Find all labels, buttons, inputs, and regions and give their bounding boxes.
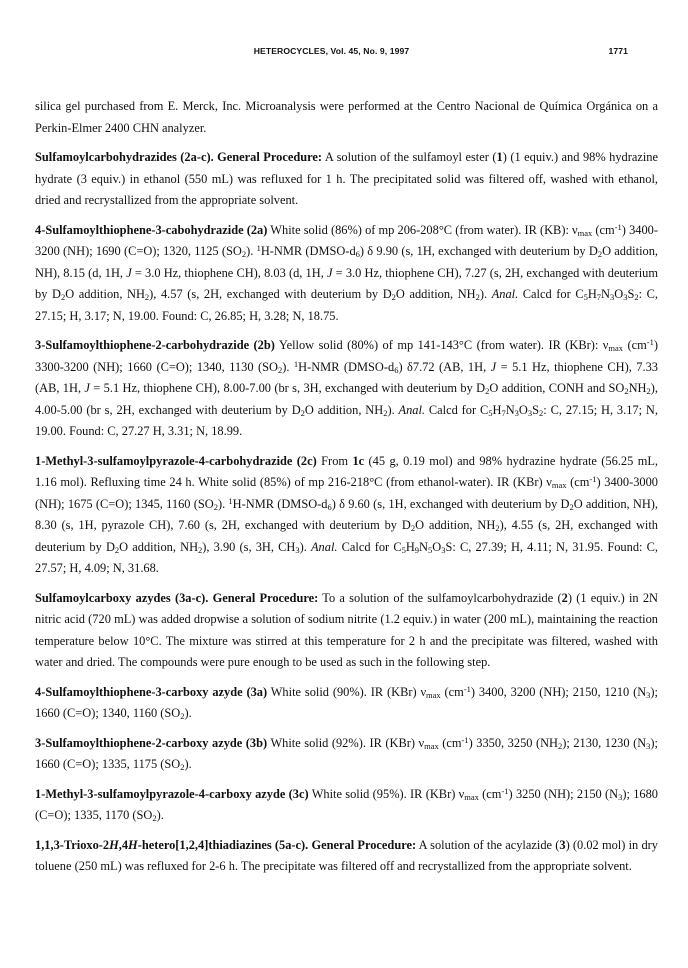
text-segment: = 3.0 Hz, thiophene CH), 8.03 (d, 1H,	[131, 265, 327, 280]
text-segment: Sulfamoylcarboxy azydes (3a-c). General Procedure:	[35, 590, 319, 605]
text-segment: -1	[589, 474, 597, 484]
text-segment: 9	[414, 544, 420, 555]
text-segment: max	[551, 480, 567, 490]
paragraph-compound-3b	[35, 733, 658, 776]
text-segment: 2	[152, 813, 157, 823]
paragraph-procedure-5a-c	[35, 835, 658, 878]
text-segment: O addition, NH	[119, 539, 199, 554]
text-segment: 2	[300, 407, 305, 418]
text-segment: O addition, NH	[304, 402, 384, 417]
text-segment: 1	[256, 243, 261, 253]
text-segment: ) (0.02 mol) in dry toluene (250 mL) was refluxed for 2-6 h. The precipitate was filtered off and recrystallized from the appropriate solvent.	[35, 837, 658, 873]
text-segment: H	[587, 287, 597, 301]
text-segment: ).	[299, 539, 311, 554]
text-segment: 2	[198, 544, 203, 555]
text-segment: 2	[180, 711, 185, 721]
text-segment: 2	[558, 740, 563, 751]
text-segment: 3	[618, 791, 623, 802]
text-segment: O addition, NH), 8.15 (d, 1H,	[35, 244, 658, 280]
text-segment: ) 3300-3200 (NH); 1660 (C=O); 1340, 1130 (SO	[35, 338, 659, 374]
text-segment: J	[490, 359, 497, 374]
text-segment: J	[84, 381, 90, 395]
text-segment: ), 4.55 (s, 2H, exchanged with deuterium by D	[35, 518, 659, 554]
text-segment: (cm	[438, 735, 462, 750]
text-segment: ) (1 equiv.) in 2N nitric acid (720 mL) was added dropwise a solution of sodium nitrite (1.2 equiv.) in water (200 mL), maintaining the reaction temperature below 10°C. The mixture was stirred at this temperature for 2 h and the precipitate was filtered, washed with water and dried. The compounds were pure enough to be used as such in the following step.	[35, 590, 658, 669]
text-segment: ).	[246, 244, 257, 258]
paragraph-procedure-3a-c	[35, 588, 658, 674]
text-segment: J	[326, 265, 333, 280]
text-segment: ), 3.90 (s, 3H, CH	[202, 539, 296, 554]
text-segment: 2	[383, 407, 388, 418]
text-segment: max	[426, 689, 441, 700]
text-segment: max	[608, 343, 624, 353]
text-segment: 2	[475, 292, 480, 302]
text-segment: O	[614, 287, 624, 301]
text-segment: (cm	[566, 475, 590, 489]
text-segment: 2	[634, 292, 639, 302]
text-segment: Anal.	[398, 402, 426, 417]
text-segment: ).	[387, 402, 399, 417]
page-number: 1771	[608, 46, 628, 56]
text-segment: O addition, CONH and SO	[489, 381, 625, 395]
text-segment: 2	[597, 249, 603, 259]
text-segment: H	[405, 539, 415, 554]
text-segment: 3-Sulfamoylthiophene-2-carbohydrazide (2b)	[35, 338, 275, 352]
text-segment: ), 4.57 (s, 2H, exchanged with deuterium by D	[149, 287, 392, 301]
text-segment: max	[577, 227, 593, 238]
text-segment: NH	[628, 381, 647, 395]
text-segment: 2	[569, 501, 574, 512]
text-segment: 1	[228, 495, 233, 506]
text-segment: O addition, NH	[395, 287, 476, 301]
text-segment: Calcd for C	[337, 539, 402, 554]
text-segment: -1	[501, 785, 509, 796]
text-segment: H-NMR (DMSO-d	[298, 359, 395, 374]
text-segment: ) δ 9.90 (s, 1H, exchanged with deuterium by D	[359, 244, 598, 258]
text-segment: Calcd for C	[425, 402, 489, 417]
text-segment: 3	[646, 740, 651, 751]
text-segment: 3	[514, 407, 519, 418]
text-segment: Anal.	[310, 539, 338, 554]
text-segment: 2	[144, 292, 150, 302]
text-segment: 3	[610, 292, 615, 302]
text-segment: 5	[428, 544, 433, 555]
text-segment: (cm	[592, 222, 615, 237]
text-segment: ); 1680 (C=O); 1335, 1170 (SO	[35, 786, 658, 822]
text-segment: silica gel purchased from E. Merck, Inc. Microanalysis were performed at the Centro Nacional de Química Orgánica on a Perkin-Elmer 2400 CHN analyzer.	[35, 99, 658, 135]
text-segment: 3	[295, 544, 300, 555]
text-segment: 5	[583, 292, 588, 302]
text-segment: 2	[241, 249, 247, 259]
text-segment: ); 2130, 1230 (N	[562, 735, 647, 750]
text-segment: ) 3350, 3250 (NH	[468, 735, 559, 750]
text-segment: 3	[559, 837, 566, 852]
text-segment: H-NMR (DMSO-d	[260, 244, 356, 258]
text-segment: From	[316, 453, 353, 468]
text-segment: 2	[646, 386, 651, 396]
text-segment: : C, 27.15; H, 3.17; N, 19.00. Found: C, 26.85; H, 3.28; N, 18.75.	[35, 287, 659, 323]
text-segment: 3-Sulfamoylthiophene-2-carboxy azyde (3b)	[35, 735, 268, 750]
text-segment: 1c	[352, 453, 365, 468]
text-segment: (45 g, 0.19 mol) and 98% hydrazine hydrate (56.25 mL, 1.16 mol). Refluxing time 24 h. White solid (85%) of mp 216-218°C (from ethanol-water). IR (KBr) ν	[35, 453, 659, 489]
text-segment: White solid (86%) of mp 206-208°C (from water). IR (KB): ν	[267, 222, 578, 237]
text-segment: (cm	[478, 786, 502, 801]
text-segment: max	[424, 740, 439, 751]
text-segment: O addition, NH	[415, 518, 496, 532]
text-segment: max	[464, 791, 479, 802]
text-segment: To a solution of the sulfamoylcarbohydrazide (	[318, 590, 562, 605]
text-segment: ).	[156, 808, 164, 822]
text-segment: N	[419, 539, 428, 554]
text-segment: 1-Methyl-3-sulfamoylpyrazole-4-carboxy azyde (3c)	[35, 786, 309, 801]
paragraph-compound-2c	[35, 451, 658, 580]
text-segment: = 5.1 Hz, thiophene CH), 8.00-7.00 (br s, 3H, exchanged with deuterium by D	[89, 381, 486, 395]
text-segment: -1	[614, 221, 622, 232]
text-segment: 1	[496, 150, 503, 164]
paragraph-intro	[35, 96, 658, 139]
text-segment: O	[432, 539, 442, 554]
text-segment: -hetero[1,2,4]thiadiazines (5a-c). General Procedure:	[137, 837, 417, 852]
text-segment: O addition, NH), 8.30 (s, 1H, pyrazole CH), 7.60 (s, 2H, exchanged with deuterium by D	[35, 496, 659, 532]
text-segment: 3	[441, 544, 446, 555]
text-segment: 4-Sulfamoylthiophene-3-carboxy azyde (3a)	[35, 684, 268, 699]
text-segment: 2	[180, 762, 185, 772]
text-segment: 2	[495, 523, 500, 533]
text-segment: A solution of the acylazide (	[416, 837, 560, 852]
text-segment: ).	[217, 496, 229, 511]
text-segment: H	[109, 837, 119, 852]
text-segment: A solution of the sulfamoyl ester (	[322, 150, 497, 164]
text-segment: = 5.1 Hz, thiophene CH), 7.33 (AB, 1H,	[35, 359, 658, 395]
text-segment: S	[532, 402, 540, 417]
text-segment: = 3.0 Hz, thiophene CH), 7.27 (s, 2H, exchanged with deuterium by D	[35, 265, 658, 301]
text-segment: White solid (90%). IR (KBr) ν	[267, 684, 427, 699]
journal-citation: HETEROCYCLES, Vol. 45, No. 9, 1997	[253, 46, 410, 56]
text-segment: 3	[623, 292, 628, 302]
text-segment: Sulfamoylcarbohydrazides (2a-c). General Procedure:	[35, 150, 323, 164]
text-segment: N	[505, 402, 515, 417]
text-segment: ).	[479, 287, 492, 301]
text-segment: ); 1660 (C=O); 1335, 1175 (SO	[35, 735, 658, 771]
text-segment: 5	[488, 407, 493, 418]
text-segment: 6	[327, 501, 332, 512]
article-body	[35, 96, 658, 886]
text-segment: 1	[293, 358, 299, 369]
paragraph-compound-3c	[35, 784, 658, 827]
text-segment: 3	[527, 407, 533, 418]
text-segment: -1	[461, 734, 469, 745]
text-segment: O	[518, 402, 528, 417]
text-segment: Yellow solid (80%) of mp 141-143°C (from water). IR (KBr): ν	[274, 338, 609, 352]
paragraph-compound-2b	[35, 335, 658, 443]
paragraph-compound-2a	[35, 220, 658, 328]
text-segment: ) (1 equiv.) and 98% hydrazine hydrate (3 equiv.) in ethanol (550 mL) was refluxed for 1 h. The precipitated solid was filtered off, washed with ethanol, dried and recrystallized from the appropriate solvent.	[35, 150, 658, 207]
text-segment: ) 3400, 3200 (NH); 2150, 1210 (N	[470, 684, 647, 699]
text-segment: S	[627, 287, 635, 301]
text-segment: -1	[646, 337, 654, 347]
text-segment: 2	[410, 523, 416, 533]
text-segment: 2	[561, 590, 568, 605]
text-segment: 5	[401, 544, 406, 555]
text-segment: (cm	[623, 338, 647, 352]
text-segment: O addition, NH	[65, 287, 145, 301]
text-segment: J	[126, 265, 132, 280]
text-segment: ) δ 9.60 (s, 1H, exchanged with deuterium by D	[331, 496, 570, 511]
text-segment: ).	[184, 757, 192, 771]
text-segment: H	[128, 837, 138, 852]
text-segment: H-NMR (DMSO-d	[232, 496, 328, 511]
text-segment: (cm	[440, 684, 464, 699]
text-segment: ); 1660 (C=O); 1340, 1160 (SO	[35, 684, 658, 720]
text-segment: 2	[114, 544, 120, 555]
text-segment: ) 3250 (NH); 2150 (N	[508, 786, 619, 801]
text-segment: S: C, 27.39; H, 4.11; N, 31.95. Found: C, 27.57; H, 4.09; N, 31.68.	[35, 539, 658, 575]
text-segment: 2	[539, 407, 544, 418]
text-segment: White solid (92%). IR (KBr) ν	[267, 735, 425, 750]
text-segment: 4-Sulfamoylthiophene-3-cabohydrazide (2a)	[35, 222, 268, 237]
text-segment: 2	[485, 386, 490, 396]
text-segment: : C, 27.15; H, 3.17; N, 19.00. Found: C, 27.27 H, 3.31; N, 18.99.	[35, 402, 658, 438]
text-segment: ) δ7.72 (AB, 1H,	[398, 359, 491, 374]
text-segment: ) 3400-3200 (NH); 1690 (C=O); 1320, 1125 (SO	[35, 222, 658, 258]
text-segment: Calcd for C	[518, 287, 584, 301]
text-segment: ).	[184, 706, 192, 720]
text-segment: Anal.	[491, 287, 519, 301]
text-segment: ), 4.00-5.00 (br s, 2H, exchanged with deuterium by D	[35, 381, 658, 417]
text-segment: 2	[277, 364, 283, 375]
text-segment: 1,1,3-Trioxo-2	[35, 837, 110, 852]
text-segment: -1	[463, 683, 471, 694]
paragraph-procedure-2a-c	[35, 147, 658, 212]
text-segment: ) 3400-3000 (NH); 1675 (C=O); 1345, 1160 (SO	[35, 475, 658, 511]
text-segment: 7	[501, 407, 506, 418]
text-segment: ).	[282, 359, 294, 374]
text-segment: White solid (95%). IR (KBr) ν	[308, 786, 465, 801]
text-segment: 2	[624, 386, 629, 396]
text-segment: 6	[394, 364, 399, 375]
text-segment: 2	[60, 292, 66, 302]
paragraph-compound-3a	[35, 682, 658, 725]
text-segment: ,4	[118, 837, 129, 852]
text-segment: 7	[596, 292, 602, 302]
text-segment: N	[601, 287, 610, 301]
text-segment: 1-Methyl-3-sulfamoylpyrazole-4-carbohydrazide (2c)	[35, 453, 317, 468]
text-segment: 2	[213, 501, 218, 512]
text-segment: H	[492, 402, 502, 417]
text-segment: 3	[646, 689, 651, 700]
text-segment: 2	[391, 292, 396, 302]
text-segment: 6	[355, 249, 360, 259]
